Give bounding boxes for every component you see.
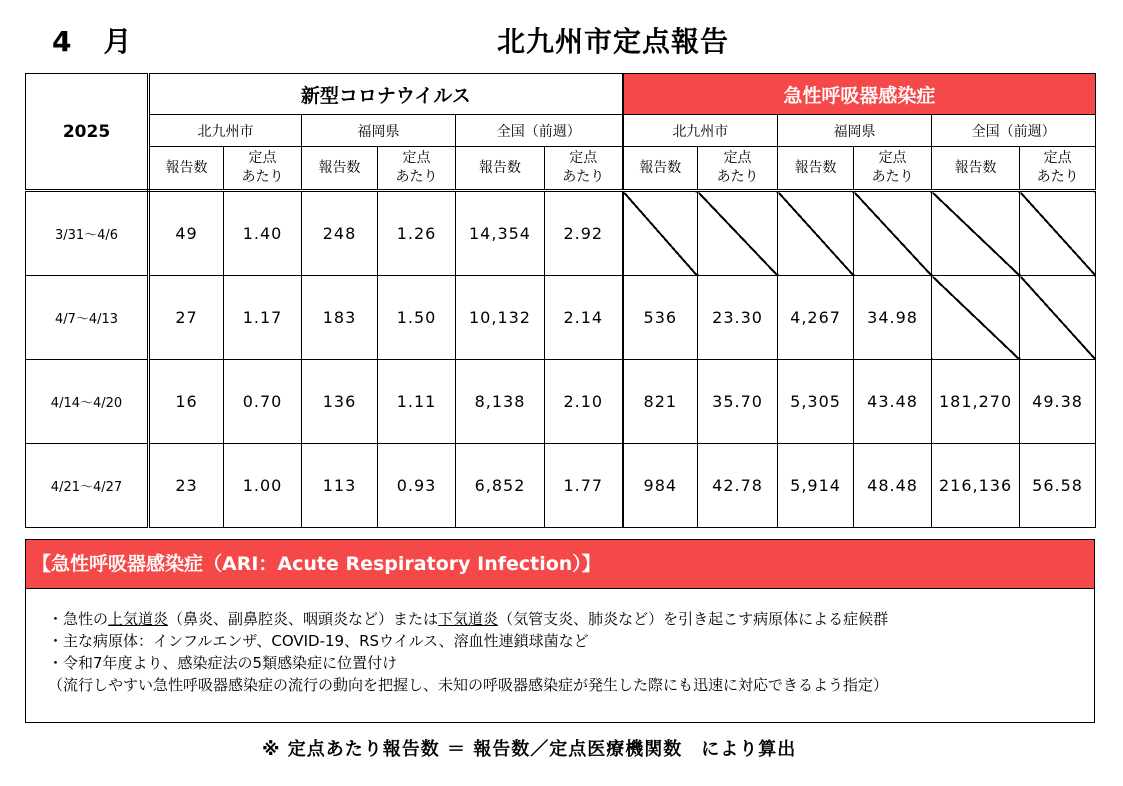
ari-value-cell: 43.48	[854, 360, 932, 444]
col-per-site-line2: あたり	[562, 169, 605, 185]
col-reports: 報告数	[149, 147, 224, 191]
ari-value-cell: 984	[623, 444, 698, 528]
covid-header: 新型コロナウイルス	[149, 74, 623, 115]
col-reports: 報告数	[302, 147, 378, 191]
covid-value-cell: 16	[149, 360, 224, 444]
lower-airway-term: 下気道炎	[438, 610, 499, 628]
no-data-cell	[1020, 191, 1096, 276]
covid-value-cell: 1.11	[378, 360, 456, 444]
col-per-site-line1: 定点	[248, 150, 277, 166]
ari-info-box	[25, 539, 1095, 723]
footnote: ※ 定点あたり報告数 ＝ 報告数／定点医療機関数 により算出	[262, 739, 797, 760]
covid-value-cell: 2.10	[545, 360, 623, 444]
no-data-cell	[1020, 276, 1096, 360]
month-label: 4 月	[52, 25, 134, 58]
col-per-site	[545, 147, 623, 191]
covid-value-cell: 113	[302, 444, 378, 528]
col-per-site-line2: あたり	[871, 169, 914, 185]
period-cell: 4/21～4/27	[26, 444, 149, 528]
covid-value-cell: 2.92	[545, 191, 623, 276]
ari-value-cell: 4,267	[778, 276, 854, 360]
covid-value-cell: 183	[302, 276, 378, 360]
col-per-site-line2: あたり	[716, 169, 759, 185]
ari-header: 急性呼吸器感染症	[623, 74, 1096, 115]
info-line-1-c: （鼻炎、副鼻腔炎、咽頭炎など）または	[168, 610, 439, 628]
ari-value-cell: 5,305	[778, 360, 854, 444]
info-line-3: ・令和7年度より、感染症法の5類感染症に位置付け	[48, 654, 398, 672]
col-per-site	[378, 147, 456, 191]
covid-value-cell: 2.14	[545, 276, 623, 360]
col-per-site	[854, 147, 932, 191]
ari-value-cell: 49.38	[1020, 360, 1096, 444]
ari-value-cell: 48.48	[854, 444, 932, 528]
no-data-cell	[932, 191, 1020, 276]
info-line-2: ・主な病原体：インフルエンザ、COVID-19、RSウイルス、溶血性連鎖球菌など	[48, 632, 589, 650]
col-per-site-line1: 定点	[402, 150, 431, 166]
info-line-1	[48, 608, 1094, 630]
ari-value-cell: 216,136	[932, 444, 1020, 528]
covid-value-cell: 1.40	[224, 191, 302, 276]
covid-value-cell: 1.50	[378, 276, 456, 360]
table-row	[26, 276, 1096, 360]
table-row	[26, 360, 1096, 444]
ari-value-cell: 181,270	[932, 360, 1020, 444]
ari-region-fukuoka: 福岡県	[778, 115, 932, 147]
ari-value-cell: 5,914	[778, 444, 854, 528]
covid-value-cell: 248	[302, 191, 378, 276]
covid-value-cell: 136	[302, 360, 378, 444]
ari-region-kitakyushu: 北九州市	[623, 115, 778, 147]
ari-value-cell: 34.98	[854, 276, 932, 360]
data-rows	[26, 191, 1096, 528]
col-reports: 報告数	[623, 147, 698, 191]
covid-value-cell: 27	[149, 276, 224, 360]
table-row	[26, 444, 1096, 528]
col-reports: 報告数	[932, 147, 1020, 191]
col-per-site	[698, 147, 778, 191]
period-cell: 4/14～4/20	[26, 360, 149, 444]
table-row	[26, 191, 1096, 276]
covid-value-cell: 1.26	[378, 191, 456, 276]
ari-value-cell: 23.30	[698, 276, 778, 360]
period-cell: 3/31～4/6	[26, 191, 149, 276]
period-cell: 4/7～4/13	[26, 276, 149, 360]
col-reports: 報告数	[778, 147, 854, 191]
col-per-site-line1: 定点	[723, 150, 752, 166]
ari-info-heading: 【急性呼吸器感染症（ARI：Acute Respiratory Infection）】	[26, 540, 1094, 589]
col-reports: 報告数	[456, 147, 545, 191]
info-line-1-a: ・急性の	[48, 610, 109, 628]
no-data-cell	[932, 276, 1020, 360]
ari-region-national: 全国（前週）	[932, 115, 1096, 147]
ari-value-cell: 56.58	[1020, 444, 1096, 528]
covid-value-cell: 1.17	[224, 276, 302, 360]
no-data-cell	[854, 191, 932, 276]
covid-value-cell: 6,852	[456, 444, 545, 528]
no-data-cell	[623, 191, 698, 276]
covid-region-fukuoka: 福岡県	[302, 115, 456, 147]
ari-value-cell: 35.70	[698, 360, 778, 444]
covid-value-cell: 0.93	[378, 444, 456, 528]
col-per-site-line1: 定点	[1043, 150, 1072, 166]
covid-value-cell: 8,138	[456, 360, 545, 444]
ari-value-cell: 42.78	[698, 444, 778, 528]
covid-value-cell: 1.00	[224, 444, 302, 528]
covid-region-national: 全国（前週）	[456, 115, 623, 147]
ari-value-cell: 821	[623, 360, 698, 444]
ari-info-lines	[26, 589, 1094, 696]
surveillance-table	[25, 73, 1096, 528]
year-header: 2025	[26, 74, 149, 191]
covid-value-cell: 23	[149, 444, 224, 528]
upper-airway-term: 上気道炎	[108, 610, 169, 628]
col-per-site	[1020, 147, 1096, 191]
covid-value-cell: 1.77	[545, 444, 623, 528]
info-line-1-e: （気管支炎、肺炎など）を引き起こす病原体による症候群	[498, 610, 889, 628]
covid-value-cell: 10,132	[456, 276, 545, 360]
covid-value-cell: 14,354	[456, 191, 545, 276]
covid-region-kitakyushu: 北九州市	[149, 115, 302, 147]
col-per-site	[224, 147, 302, 191]
col-per-site-line2: あたり	[241, 169, 284, 185]
info-line-4: （流行しやすい急性呼吸器感染症の流行の動向を把握し、未知の呼吸器感染症が発生した際にも迅速に対応できるよう指定）	[48, 676, 889, 694]
col-per-site-line2: あたり	[1036, 169, 1079, 185]
col-per-site-line1: 定点	[878, 150, 907, 166]
no-data-cell	[698, 191, 778, 276]
ari-value-cell: 536	[623, 276, 698, 360]
covid-value-cell: 0.70	[224, 360, 302, 444]
covid-value-cell: 49	[149, 191, 224, 276]
no-data-cell	[778, 191, 854, 276]
col-per-site-line2: あたり	[395, 169, 438, 185]
page-title: 北九州市定点報告	[497, 25, 730, 58]
col-per-site-line1: 定点	[569, 150, 598, 166]
